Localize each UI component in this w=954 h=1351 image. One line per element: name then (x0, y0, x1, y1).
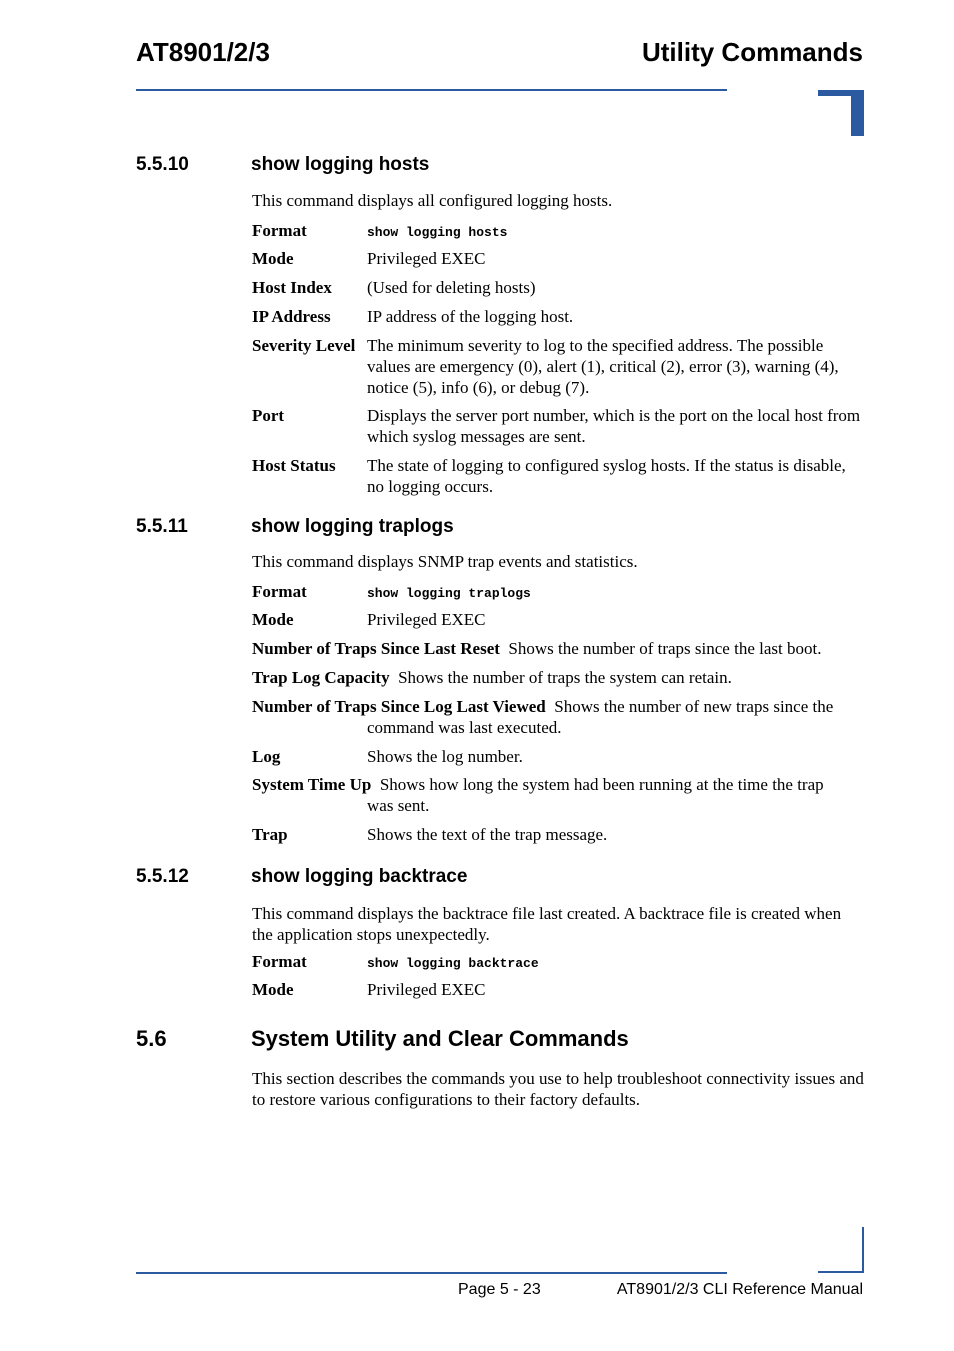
mode-row (252, 979, 864, 1000)
section-number: 5.5.12 (136, 866, 189, 887)
trap-log-capacity-value: Shows the number of traps the system can retain. (398, 668, 732, 687)
traps-since-viewed-label: Number of Traps Since Log Last Viewed (252, 697, 546, 716)
section-number: 5.6 (136, 1026, 167, 1051)
trap-log-capacity-label: Trap Log Capacity (252, 668, 390, 687)
section-title: show logging hosts (251, 154, 430, 175)
format-row (252, 951, 864, 974)
system-time-up-label: System Time Up (252, 775, 372, 794)
mode-value: Privileged EXEC (367, 610, 486, 629)
footer-corner-mark (862, 1227, 864, 1273)
page-number: Page 5 - 23 (458, 1281, 541, 1298)
trap-value: Shows the text of the trap message. (367, 825, 608, 844)
traps-since-viewed-value: Shows the number of new traps since the (554, 697, 834, 716)
mode-label: Mode (252, 610, 294, 629)
host-status-value: The state of logging to configured syslog hosts. If the status is disable, no logging occurs. (367, 456, 846, 496)
section-number: 5.5.10 (136, 154, 189, 175)
host-index-label: Host Index (252, 278, 332, 297)
system-time-up-value: Shows how long the system had been running at the time the trap (379, 775, 824, 794)
log-value: Shows the log number. (367, 747, 523, 766)
host-status-label: Host Status (252, 456, 336, 475)
section-heading-5-5-11 (136, 515, 454, 539)
mode-value: Privileged EXEC (367, 249, 486, 268)
host-index-value: (Used for deleting hosts) (367, 278, 536, 297)
traps-since-viewed-value-cont: command was last executed. (367, 718, 562, 737)
section-number: 5.5.11 (136, 516, 188, 537)
trap-label: Trap (252, 825, 288, 844)
mode-row (252, 609, 864, 630)
section-title: show logging traplogs (251, 516, 454, 537)
header-rule (136, 89, 727, 91)
format-row (252, 220, 864, 243)
log-label: Log (252, 747, 281, 766)
format-label: Format (252, 952, 307, 971)
format-label: Format (252, 582, 307, 601)
ip-address-label: IP Address (252, 307, 331, 326)
port-value: Displays the server port number, which is the port on the local host from which syslog messages are sent. (367, 406, 861, 446)
mode-label: Mode (252, 249, 294, 268)
host-index-row (252, 277, 864, 298)
header-product: AT8901/2/3 (136, 37, 270, 67)
format-command: show logging backtrace (367, 956, 539, 971)
port-row (252, 405, 864, 447)
header-chapter: Utility Commands (641, 37, 863, 67)
section-heading-5-5-10 (136, 153, 429, 177)
system-time-up-value-cont: was sent. (367, 796, 430, 815)
section-intro: This command displays SNMP trap events and statistics. (252, 552, 638, 571)
section-intro: This section describes the commands you use to help troubleshoot connectivity issues and to restore various configurations to their factory defaults. (252, 1069, 864, 1109)
footer-rule (136, 1272, 727, 1274)
manual-title: AT8901/2/3 CLI Reference Manual (616, 1281, 863, 1298)
port-label: Port (252, 406, 285, 425)
traps-since-reset-value: Shows the number of traps since the last boot. (508, 639, 822, 658)
host-status-row (252, 455, 864, 497)
section-title: System Utility and Clear Commands (251, 1026, 629, 1051)
trap-row (252, 824, 864, 845)
trap-log-capacity-row (252, 667, 864, 688)
severity-level-row (252, 335, 864, 398)
section-intro: This command displays all configured logging hosts. (252, 191, 613, 210)
format-row (252, 581, 864, 604)
log-row (252, 746, 864, 767)
section-heading-5-5-12 (136, 865, 467, 889)
traps-since-reset-row (252, 638, 864, 659)
mode-row (252, 248, 864, 269)
mode-label: Mode (252, 980, 294, 999)
ip-address-row (252, 306, 864, 327)
traps-since-viewed-row (252, 696, 864, 738)
section-intro: This command displays the backtrace file last created. A backtrace file is created when the application stops unexpectedly. (252, 904, 842, 944)
section-heading-5-6 (136, 1025, 629, 1053)
section-title: show logging backtrace (251, 866, 468, 887)
mode-value: Privileged EXEC (367, 980, 486, 999)
traps-since-reset-label: Number of Traps Since Last Reset (252, 639, 500, 658)
severity-level-label: Severity Level (252, 336, 356, 355)
format-command: show logging traplogs (367, 586, 531, 601)
format-command: show logging hosts (367, 225, 508, 240)
ip-address-value: IP address of the logging host. (367, 307, 574, 326)
format-label: Format (252, 221, 307, 240)
system-time-up-row (252, 774, 864, 816)
severity-level-value: The minimum severity to log to the specified address. The possible values are emergency (0), alert (1), critical (2), error (3), warning (4), notice (5), info (6), or debug (7). (367, 336, 839, 397)
